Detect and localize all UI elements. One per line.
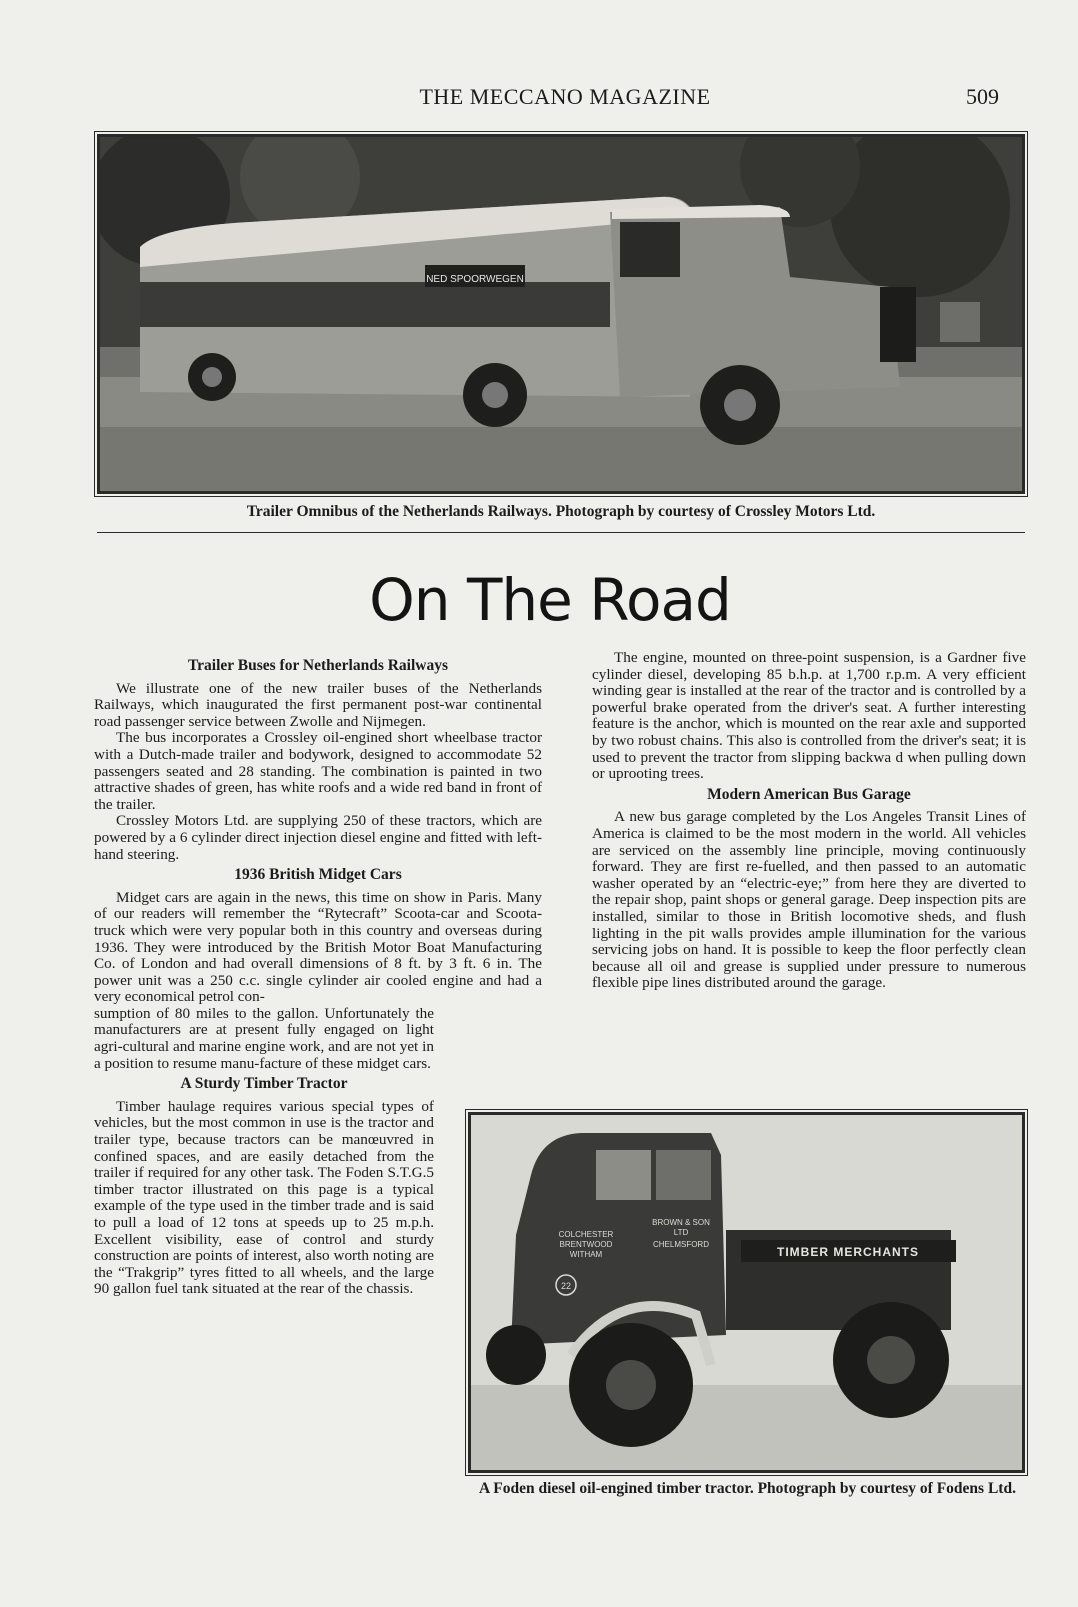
paragraph: The bus incorporates a Crossley oil-engined short wheelbase tractor with a Dutch-made trailer and bodywork, designed to accommodate 52 passengers seated and 28 standing. The combination is painted in two attractive shades of green, has white roofs and a wide red band in front of the trailer. — [94, 729, 542, 813]
heading-bus-garage: Modern American Bus Garage — [707, 785, 911, 803]
photo2-caption: A Foden diesel oil-engined timber tractor. Photograph by courtesy of Fodens Ltd. — [479, 1480, 1016, 1497]
door-text-line: COLCHESTER — [558, 1230, 614, 1239]
fleet-number: 22 — [560, 1281, 572, 1291]
bus-destination-sign: NED SPOORWEGEN — [426, 274, 524, 285]
brand-text-line: LTD — [673, 1228, 689, 1237]
door-text-line: WITHAM — [569, 1250, 603, 1259]
door-text-line: BRENTWOOD — [559, 1240, 613, 1249]
timber-tractor-photo — [468, 1112, 1025, 1473]
paragraph: A new bus garage completed by the Los Angeles Transit Lines of America is claimed to be the most modern in the world. All vehicles are serviced on the assembly line principle, moving continuously forward. They are first re-fuelled, and then passed to an automatic washer operated by an “electric-eye;” from here they are diverted to the repair shop, paint shops or general garage. Deep inspection pits are installed, similar to those in British locomotive sheds, and flush lighting in the pit walls provides ample illumination for the various servicing jobs on hand. It is possible to keep the floor perfectly clean because all oil and grease is supplied under pressure to numerous flexible pipe lines distributed around the garage. — [592, 808, 1026, 992]
magazine-title: THE MECCANO MAGAZINE — [419, 84, 711, 109]
heading-timber-tractor: A Sturdy Timber Tractor — [180, 1075, 348, 1093]
page-number: 509 — [966, 84, 999, 109]
paragraph: Timber haulage requires various special types of vehicles, but the most common in use is the tractor and trailer type, because tractors can be manœuvred in confined spaces, and are easily detached from the trailer if required for any other task. The Foden S.T.G.5 timber tractor illustrated on this page is a typical example of the type used in the timber trade and is said to pull a load of 12 tons at speeds up to 25 m.p.h. Excellent visibility, ease of control and sturdy construction are points of interest, also worth noting are the “Trakgrip” tyres fitted to all wheels, and the large 90 gallon fuel tank situated at the rear of the chassis. — [94, 1097, 434, 1298]
brand-text-line: BROWN & SON — [652, 1218, 710, 1227]
trailer-omnibus-photo — [97, 134, 1025, 494]
section-divider — [97, 532, 1025, 533]
paragraph: sumption of 80 miles to the gallon. Unfortunately the manufacturers are at present fully engaged on light agri-cultural and marine engine work, and are not yet in a position to resume manu-facture of these midget cars. — [94, 1004, 434, 1072]
paragraph: The engine, mounted on three-point suspension, is a Gardner five cylinder diesel, developing 85 b.h.p. at 1,700 r.p.m. A very efficient winding gear is installed at the rear of the tractor and is controlled by a powerful brake operated from the driver's seat. A further interesting feature is the anchor, which is mounted on the rear axle and supported by two robust chains. This also is controlled from the driver's seat; it is used to prevent the tractor from slipping backwa d when pulling down or uprooting trees. — [592, 649, 1026, 783]
brand-text-line: CHELMSFORD — [652, 1240, 710, 1249]
paragraph: Midget cars are again in the news, this time on show in Paris. Many of our readers will remember the “Rytecraft” Scoota-car and Scoota-truck which were very popular both in this country and overseas during 1936. They were introduced by the British Motor Boat Manufacturing Co. of London and had overall dimensions of 8 ft. by 3 ft. 6 in. The power unit was a 250 c.c. single cylinder air cooled engine and had a very economical petrol con- — [94, 888, 542, 1006]
article-title: On The Road — [369, 566, 731, 634]
heading-midget-cars: 1936 British Midget Cars — [234, 866, 402, 884]
right-column — [592, 650, 1026, 992]
heading-trailer-buses: Trailer Buses for Netherlands Railways — [187, 657, 449, 674]
paragraph: Crossley Motors Ltd. are supplying 250 of these tractors, which are powered by a 6 cylinder direct injection diesel engine and fitted with left-hand steering. — [94, 812, 542, 863]
tank-sign: TIMBER MERCHANTS — [777, 1245, 919, 1259]
photo1-caption: Trailer Omnibus of the Netherlands Railways. Photograph by courtesy of Crossley Motors Ltd. — [246, 503, 876, 520]
paragraph: We illustrate one of the new trailer buses of the Netherlands Railways, which inaugurated the first permanent post-war continental road passenger service between Zwolle and Nijmegen. — [94, 679, 542, 730]
